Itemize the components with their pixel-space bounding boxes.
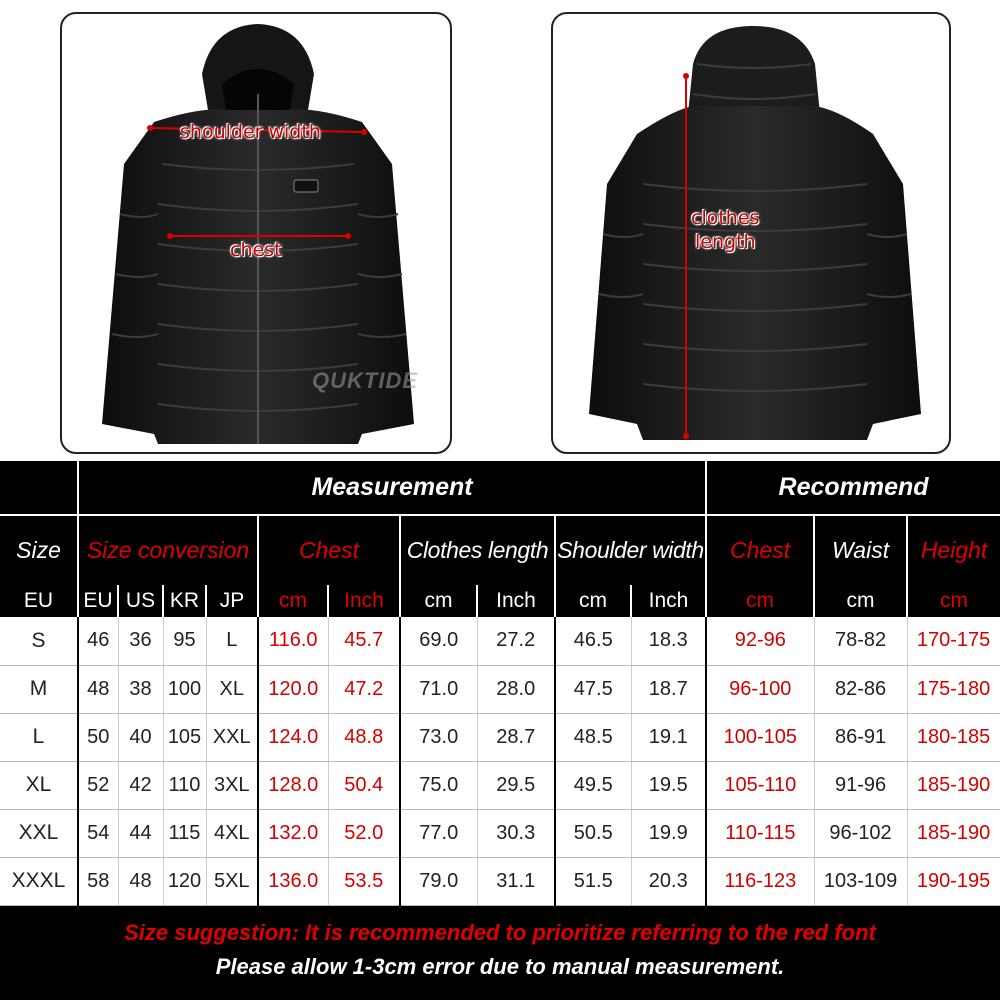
chest-cm-cell: 124.0 [258, 713, 328, 761]
chest-cm-cell: 116.0 [258, 617, 328, 665]
rec-height-cell: 180-185 [907, 713, 1000, 761]
chest-label: chest [230, 239, 282, 261]
table-row [0, 809, 1000, 857]
unit-length-inch: Inch [477, 585, 555, 617]
size-cell: XL [0, 761, 78, 809]
rec-chest-cell: 100-105 [706, 713, 814, 761]
clothes-length-label-line2: length [695, 231, 756, 253]
rec-chest-cell: 92-96 [706, 617, 814, 665]
back-jacket-image [551, 12, 951, 454]
recommend-header: Recommend [706, 461, 1000, 515]
length-cm-cell: 79.0 [400, 857, 477, 905]
size-header: Size [0, 515, 78, 585]
rec-waist-header: Waist [814, 515, 907, 585]
front-jacket-image [60, 12, 452, 454]
size-suggestion-text: Size suggestion: It is recommended to prioritize referring to the red font [124, 920, 876, 945]
length-inch-cell: 31.1 [477, 857, 555, 905]
size-table [0, 461, 1000, 906]
shoulder-inch-cell: 20.3 [631, 857, 706, 905]
shoulder-cm-cell: 50.5 [555, 809, 631, 857]
kr-cell: 120 [163, 857, 206, 905]
rec-waist-cell: 96-102 [814, 809, 907, 857]
us-cell: 44 [118, 809, 163, 857]
length-inch-cell: 30.3 [477, 809, 555, 857]
group-header-row [0, 461, 1000, 515]
rec-waist-cell: 78-82 [814, 617, 907, 665]
rec-waist-cell: 86-91 [814, 713, 907, 761]
unit-shoulder-cm: cm [555, 585, 631, 617]
table-row [0, 617, 1000, 665]
size-chart [0, 461, 1000, 906]
blank-header-cell [0, 461, 78, 515]
eu-cell: 54 [78, 809, 118, 857]
kr-cell: 95 [163, 617, 206, 665]
jp-cell: L [206, 617, 258, 665]
shoulder-cm-cell: 49.5 [555, 761, 631, 809]
length-cm-cell: 69.0 [400, 617, 477, 665]
length-inch-cell: 27.2 [477, 617, 555, 665]
length-cm-cell: 71.0 [400, 665, 477, 713]
jp-cell: 4XL [206, 809, 258, 857]
unit-rec-waist-cm: cm [814, 585, 907, 617]
chest-inch-cell: 52.0 [328, 809, 400, 857]
unit-chest-inch: Inch [328, 585, 400, 617]
jp-cell: XL [206, 665, 258, 713]
measurement-header: Measurement [78, 461, 706, 515]
table-row [0, 857, 1000, 905]
rec-chest-cell: 105-110 [706, 761, 814, 809]
chest-inch-cell: 50.4 [328, 761, 400, 809]
length-inch-cell: 28.7 [477, 713, 555, 761]
length-cm-cell: 77.0 [400, 809, 477, 857]
unit-shoulder-inch: Inch [631, 585, 706, 617]
error-note-text: Please allow 1-3cm error due to manual measurement. [215, 954, 785, 979]
footer-notes [0, 906, 1000, 1000]
unit-jp: JP [206, 585, 258, 617]
chest-inch-cell: 47.2 [328, 665, 400, 713]
shoulder-cm-cell: 46.5 [555, 617, 631, 665]
shoulder-cm-cell: 48.5 [555, 713, 631, 761]
size-cell: S [0, 617, 78, 665]
chest-header: Chest [258, 515, 400, 585]
kr-cell: 115 [163, 809, 206, 857]
shoulder-inch-cell: 19.1 [631, 713, 706, 761]
length-inch-cell: 28.0 [477, 665, 555, 713]
chest-cm-cell: 120.0 [258, 665, 328, 713]
column-header-row [0, 515, 1000, 585]
rec-height-cell: 185-190 [907, 761, 1000, 809]
table-row [0, 665, 1000, 713]
rec-waist-cell: 103-109 [814, 857, 907, 905]
rec-chest-cell: 110-115 [706, 809, 814, 857]
us-cell: 38 [118, 665, 163, 713]
rec-height-header: Height [907, 515, 1000, 585]
chest-cm-cell: 128.0 [258, 761, 328, 809]
rec-height-cell: 170-175 [907, 617, 1000, 665]
us-cell: 42 [118, 761, 163, 809]
rec-chest-header: Chest [706, 515, 814, 585]
shoulder-inch-cell: 19.9 [631, 809, 706, 857]
kr-cell: 100 [163, 665, 206, 713]
rec-chest-cell: 116-123 [706, 857, 814, 905]
us-cell: 48 [118, 857, 163, 905]
unit-eu2: EU [78, 585, 118, 617]
size-conversion-header: Size conversion [78, 515, 258, 585]
eu-cell: 58 [78, 857, 118, 905]
kr-cell: 110 [163, 761, 206, 809]
eu-cell: 50 [78, 713, 118, 761]
us-cell: 40 [118, 713, 163, 761]
eu-cell: 52 [78, 761, 118, 809]
chest-inch-cell: 48.8 [328, 713, 400, 761]
chest-inch-cell: 53.5 [328, 857, 400, 905]
rec-chest-cell: 96-100 [706, 665, 814, 713]
size-cell: M [0, 665, 78, 713]
kr-cell: 105 [163, 713, 206, 761]
size-cell: XXXL [0, 857, 78, 905]
length-cm-cell: 73.0 [400, 713, 477, 761]
rec-height-cell: 190-195 [907, 857, 1000, 905]
eu-cell: 46 [78, 617, 118, 665]
unit-chest-cm: cm [258, 585, 328, 617]
rec-waist-cell: 82-86 [814, 665, 907, 713]
shoulder-inch-cell: 18.7 [631, 665, 706, 713]
us-cell: 36 [118, 617, 163, 665]
jp-cell: 5XL [206, 857, 258, 905]
size-cell: XXL [0, 809, 78, 857]
table-row [0, 713, 1000, 761]
chest-cm-cell: 136.0 [258, 857, 328, 905]
chest-inch-cell: 45.7 [328, 617, 400, 665]
jp-cell: XXL [206, 713, 258, 761]
clothes-length-header: Clothes length [400, 515, 555, 585]
shoulder-cm-cell: 47.5 [555, 665, 631, 713]
unit-rec-chest-cm: cm [706, 585, 814, 617]
shoulder-width-label: shoulder width [180, 121, 321, 143]
length-cm-cell: 75.0 [400, 761, 477, 809]
chest-cm-cell: 132.0 [258, 809, 328, 857]
rec-waist-cell: 91-96 [814, 761, 907, 809]
unit-kr: KR [163, 585, 206, 617]
jp-cell: 3XL [206, 761, 258, 809]
unit-header-row [0, 585, 1000, 617]
shoulder-inch-cell: 19.5 [631, 761, 706, 809]
clothes-length-label-line1: clothes [691, 207, 760, 229]
eu-cell: 48 [78, 665, 118, 713]
length-inch-cell: 29.5 [477, 761, 555, 809]
shoulder-cm-cell: 51.5 [555, 857, 631, 905]
unit-length-cm: cm [400, 585, 477, 617]
shoulder-width-header: Shoulder width [555, 515, 706, 585]
rec-height-cell: 175-180 [907, 665, 1000, 713]
unit-us: US [118, 585, 163, 617]
table-row [0, 761, 1000, 809]
size-cell: L [0, 713, 78, 761]
unit-eu: EU [0, 585, 78, 617]
watermark: QUKTIDE [312, 368, 418, 393]
unit-rec-height-cm: cm [907, 585, 1000, 617]
shoulder-inch-cell: 18.3 [631, 617, 706, 665]
rec-height-cell: 185-190 [907, 809, 1000, 857]
